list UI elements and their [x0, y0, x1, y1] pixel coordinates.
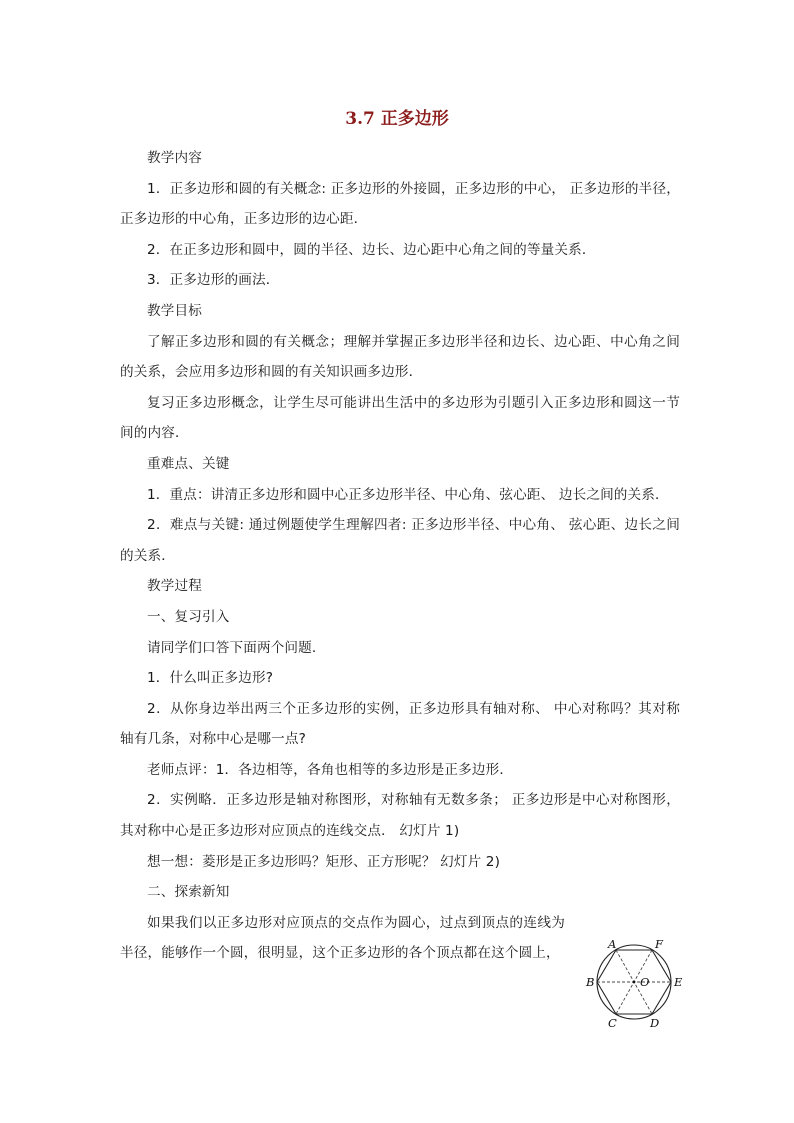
paragraph: 2．实例略．正多边形是轴对称图形，对称轴有无数多条； 正多边形是中心对称图形，其对称中心是正多边形对应顶点的连线交点． 幻灯片 1) — [120, 792, 680, 840]
paragraph: 2．难点与关键: 通过例题使学生理解四者: 正多边形半径、中心角、 弦心距、边长之间的关系． — [120, 517, 680, 564]
paragraph: 老师点评：1．各边相等，各角也相等的多边形是正多边形． — [147, 761, 514, 778]
label-o: O — [640, 975, 650, 989]
label-b: B — [586, 975, 595, 989]
label-c: C — [608, 1016, 617, 1030]
paragraph: 如果我们以正多边形对应顶点的交点作为圆心，过点到顶点的连线为半径，能够作一个圆，很明显，这个正多边形的各个顶点都在这个圆上， — [120, 914, 565, 962]
paragraph: 教学目标 — [147, 302, 202, 319]
label-d: D — [650, 1016, 660, 1030]
hexagon-diagram — [586, 936, 686, 1032]
hexagon-figure — [586, 936, 686, 1032]
paragraph: 1．正多边形和圆的有关概念: 正多边形的外接圆，正多边形的中心， 正多边形的半径，正多边形的中心角，正多边形的边心距． — [120, 180, 680, 228]
paragraph: 二、探索新知 — [147, 884, 230, 901]
center-point — [633, 981, 636, 984]
label-e: E — [674, 975, 683, 989]
paragraph: 想一想：菱形是正多边形吗？矩形、正方形呢？ 幻灯片 2) — [147, 853, 501, 870]
paragraph: 3．正多边形的画法． — [147, 272, 280, 289]
page-title: 3.7 正多边形 — [345, 109, 449, 129]
body-text — [120, 143, 680, 969]
paragraph: 2．从你身边举出两三个正多边形的实例，正多边形具有轴对称、 中心对称吗？其对称轴有几条，对称中心是哪一点? — [120, 700, 680, 748]
paragraph: 2．在正多边形和圆中，圆的半径、边长、边心距中心角之间的等量关系． — [147, 241, 596, 258]
paragraph: 复习正多边形概念，让学生尽可能讲出生活中的多边形为引题引入正多边形和圆这一节间的内容． — [120, 394, 680, 442]
paragraph: 教学过程 — [147, 578, 202, 595]
paragraph: 教学内容 — [147, 150, 202, 166]
paragraph: 重难点、关键 — [147, 455, 230, 472]
paragraph: 1．什么叫正多边形? — [147, 670, 274, 687]
label-a: A — [608, 937, 617, 951]
paragraph: 1．重点：讲清正多边形和圆中心正多边形半径、中心角、弦心距、 边长之间的关系． — [147, 486, 669, 503]
paragraph: 了解正多边形和圆的有关概念；理解并掌握正多边形半径和边长、边心距、中心角之间的关系，会应用多边形和圆的有关知识画多边形． — [120, 333, 680, 381]
label-f: F — [655, 937, 663, 951]
paragraph: 一、复习引入 — [147, 608, 230, 625]
paragraph: 请同学们口答下面两个问题． — [147, 639, 326, 656]
